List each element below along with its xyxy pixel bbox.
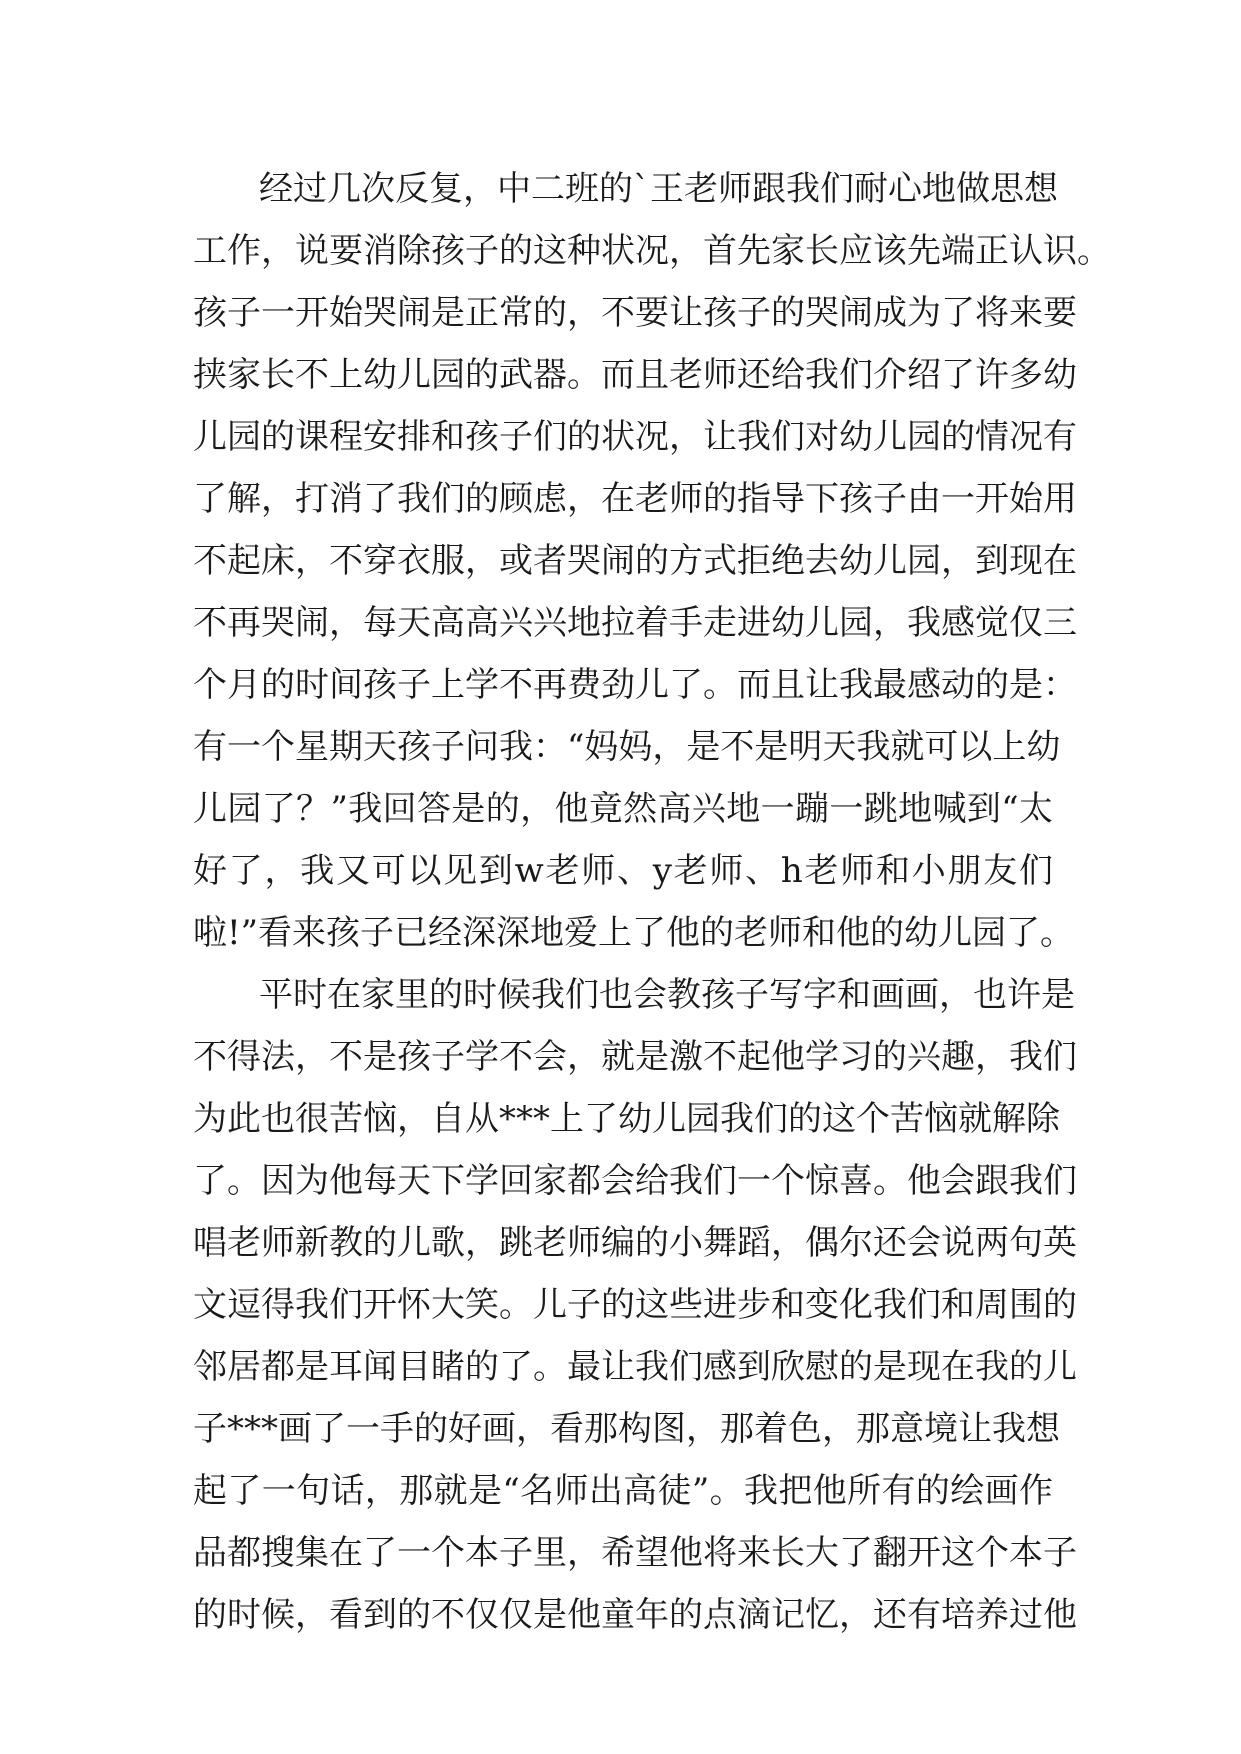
paragraph-line: 文逗得我们开怀大笑。儿子的这些进步和变化我们和周围的 — [193, 1285, 1077, 1325]
paragraph-line: 不起床，不穿衣服，或者哭闹的方式拒绝去幼儿园，到现在 — [193, 541, 1077, 581]
paragraph-line: 好了，我又可以见到w老师、y老师、h老师和小朋友们 — [193, 851, 1053, 891]
paragraph-line: 的时候，看到的不仅仅是他童年的点滴记忆，还有培养过他 — [193, 1595, 1077, 1635]
paragraph-line: 挟家长不上幼儿园的武器。而且老师还给我们介绍了许多幼 — [193, 355, 1077, 395]
paragraph-line: 子***画了一手的好画，看那构图，那着色，那意境让我想 — [193, 1409, 1060, 1449]
paragraph-line: 不得法，不是孩子学不会，就是激不起他学习的兴趣，我们 — [193, 1037, 1077, 1077]
paragraph-line: 儿园了？”我回答是的，他竟然高兴地一蹦一跳地喊到“太 — [193, 789, 1053, 829]
paragraph-line: 了。因为他每天下学回家都会给我们一个惊喜。他会跟我们 — [193, 1161, 1077, 1201]
paragraph-line: 为此也很苦恼，自从***上了幼儿园我们的这个苦恼就解除 — [193, 1099, 1060, 1139]
paragraph-line: 工作，说要消除孩子的这种状况，首先家长应该先端正认识。 — [193, 231, 1111, 271]
paragraph-line: 平时在家里的时候我们也会教孩子写字和画画，也许是 — [259, 975, 1075, 1015]
paragraph-1 — [193, 158, 1111, 964]
paragraph-line: 有一个星期天孩子问我：“妈妈，是不是明天我就可以上幼 — [193, 727, 1061, 767]
paragraph-line: 啦!”看来孩子已经深深地爱上了他的老师和他的幼儿园了。 — [193, 913, 1075, 953]
paragraph-line: 了解，打消了我们的顾虑，在老师的指导下孩子由一开始用 — [193, 479, 1077, 519]
paragraph-line: 孩子一开始哭闹是正常的，不要让孩子的哭闹成为了将来要 — [193, 293, 1077, 333]
paragraph-2 — [193, 964, 1077, 1646]
paragraph-line: 邻居都是耳闻目睹的了。最让我们感到欣慰的是现在我的儿 — [193, 1347, 1077, 1387]
paragraph-line: 个月的时间孩子上学不再费劲儿了。而且让我最感动的是： — [193, 665, 1077, 705]
paragraph-line: 起了一句话，那就是“名师出高徒”。我把他所有的绘画作 — [193, 1471, 1053, 1511]
paragraph-line: 品都搜集在了一个本子里，希望他将来长大了翻开这个本子 — [193, 1533, 1077, 1573]
paragraph-line: 唱老师新教的儿歌，跳老师编的小舞蹈，偶尔还会说两句英 — [193, 1223, 1077, 1263]
paragraph-line: 不再哭闹，每天高高兴兴地拉着手走进幼儿园，我感觉仅三 — [193, 603, 1077, 643]
document-body — [193, 158, 1111, 1646]
paragraph-line: 经过几次反复，中二班的`王老师跟我们耐心地做思想 — [259, 169, 1058, 209]
paragraph-line: 儿园的课程安排和孩子们的状况，让我们对幼儿园的情况有 — [193, 417, 1077, 457]
